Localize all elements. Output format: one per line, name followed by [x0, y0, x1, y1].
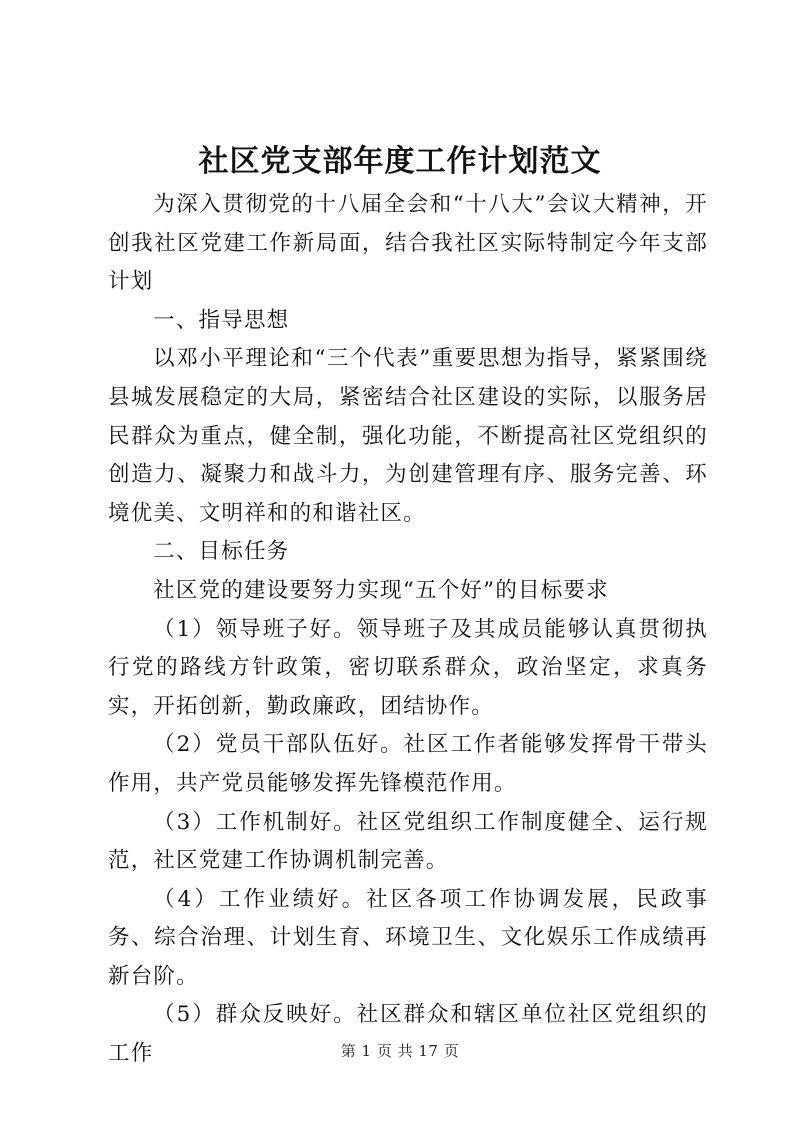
intro-paragraph: 为深入贯彻党的十八届全会和“十八大”会议大精神，开创我社区党建工作新局面，结合我社区实际特制定今年支部计划 — [108, 192, 708, 295]
document-title: 社区党支部年度工作计划范文 — [198, 144, 602, 179]
guiding-ideology-paragraph: 以邓小平理论和“三个代表”重要思想为指导，紧紧围绕县城发展稳定的大局，紧密结合社区建设的实际，以服务居民群众为重点，健全制，强化功能，不断提高社区党组织的创造力、凝聚力和战斗力，为创建管理有序、服务完善、环境优美、文明祥和的和谐社区。 — [108, 346, 708, 526]
goals-intro-paragraph: 社区党的建设要努力实现“五个好”的目标要求 — [153, 577, 609, 603]
goal-item-2: （2）党员干部队伍好。社区工作者能够发挥骨干带头作用，共产党员能够发挥先锋模范作用。 — [108, 732, 708, 796]
goal-item-3: （3）工作机制好。社区党组织工作制度健全、运行规范，社区党建工作协调机制完善。 — [108, 809, 708, 874]
goal-item-5: （5）群众反映好。社区群众和辖区单位社区党组织的工作 — [108, 1002, 708, 1067]
goal-item-1: （1）领导班子好。领导班子及其成员能够认真贯彻执行党的路线方针政策，密切联系群众，政治坚定，求真务实，开拓创新，勤政廉政，团结协作。 — [108, 616, 708, 719]
goal-item-4: （4）工作业绩好。社区各项工作协调发展，民政事务、综合治理、计划生育、环境卫生、文化娱乐工作成绩再新台阶。 — [108, 886, 708, 989]
document-body — [108, 186, 708, 1074]
section-heading-goals-tasks: 二、目标任务 — [153, 539, 290, 565]
page-number-footer: 第 1 页 共 17 页 — [340, 1042, 460, 1060]
section-heading-guiding-ideology: 一、指导思想 — [153, 307, 290, 333]
